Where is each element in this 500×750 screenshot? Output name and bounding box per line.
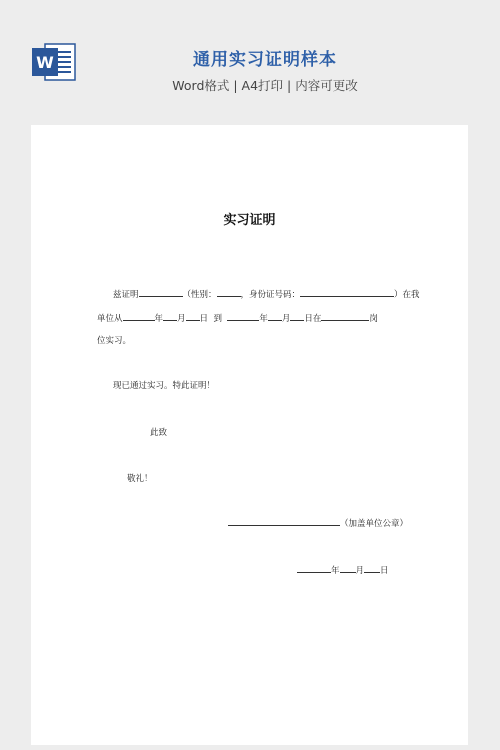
- text-year-1: 年: [154, 314, 164, 324]
- text-post: 岗: [369, 314, 378, 324]
- paragraph-line-4: 现已通过实习。特此证明！: [113, 381, 216, 391]
- blank-id-number: [300, 287, 394, 297]
- document-title: 实习证明: [223, 213, 276, 228]
- text-month-1: 月: [177, 314, 186, 324]
- blank-end-month: [268, 311, 282, 321]
- blank-end-day: [290, 311, 304, 321]
- blank-gender: [217, 287, 241, 297]
- page-title: 通用实习证明样本: [193, 50, 337, 70]
- signature-line: [228, 516, 408, 529]
- text-day-to: 日 到: [199, 314, 228, 324]
- text-gender: （性别：: [182, 290, 217, 300]
- word-icon-letter: W: [36, 53, 54, 72]
- closing-regards: 敬礼！: [127, 474, 153, 484]
- blank-end-year: [227, 311, 259, 321]
- date-line: [297, 563, 389, 576]
- blank-start-day: [186, 311, 200, 321]
- blank-position: [321, 311, 369, 321]
- blank-date-year: [297, 563, 331, 573]
- paragraph-line-1: [113, 287, 420, 300]
- stamp-note: （加盖单位公章）: [340, 519, 409, 529]
- blank-start-month: [163, 311, 177, 321]
- text-id-number: ，身份证号码：: [240, 290, 301, 300]
- text-date-month: 月: [355, 566, 365, 576]
- closing-salutation: 此致: [150, 428, 168, 438]
- blank-date-month: [340, 563, 356, 573]
- blank-signature: [228, 516, 340, 526]
- text-year-2: 年: [259, 314, 268, 324]
- text-date-year: 年: [331, 566, 340, 576]
- text-certify: 兹证明: [113, 290, 139, 300]
- blank-date-day: [364, 563, 380, 573]
- text-day-at: 日在: [304, 314, 322, 324]
- header: [0, 0, 500, 125]
- document-page: [31, 125, 468, 745]
- paragraph-line-2: [97, 311, 378, 324]
- paragraph-line-3: 位实习。: [97, 336, 132, 346]
- page-subtitle: Word格式 | A4打印 | 内容可更改: [172, 78, 358, 93]
- text-month-2: 月: [281, 314, 291, 324]
- text-from: 单位从: [97, 314, 123, 324]
- text-at-unit: ）在我: [394, 290, 420, 300]
- text-date-day: 日: [380, 566, 389, 576]
- blank-start-year: [123, 311, 155, 321]
- blank-name: [139, 287, 183, 297]
